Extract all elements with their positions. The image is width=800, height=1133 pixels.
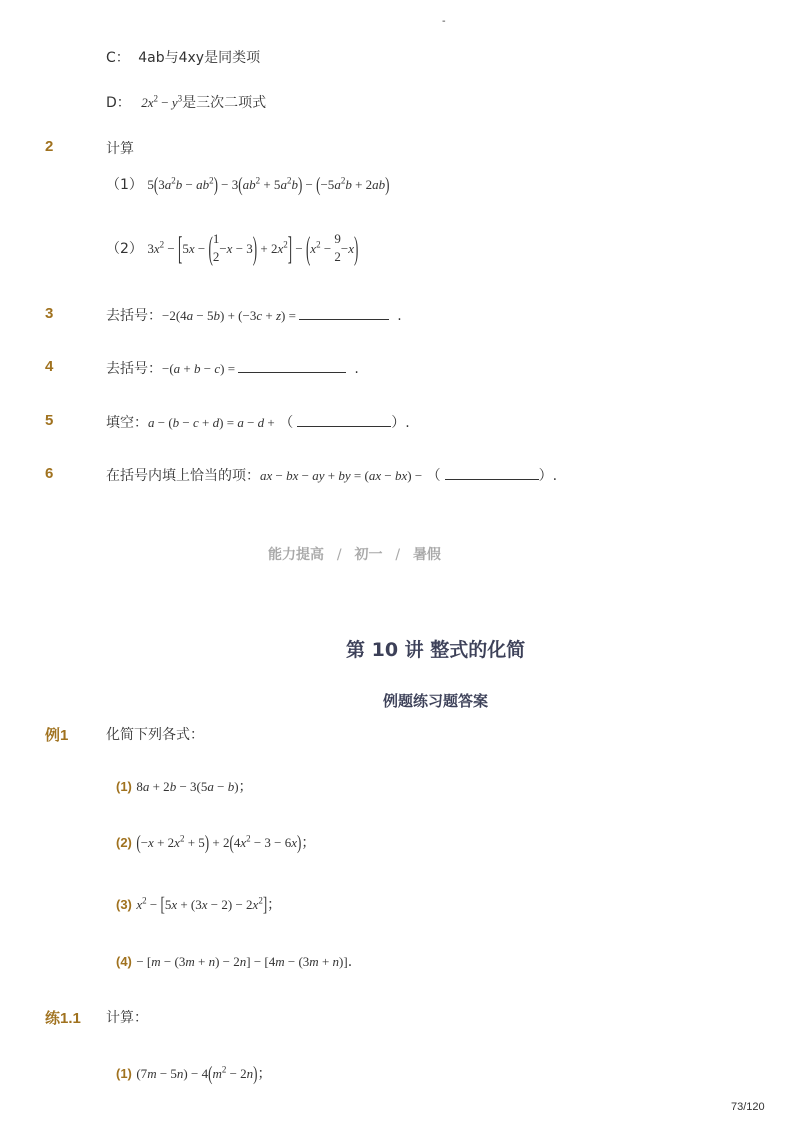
item-1-expression: 8a + 2b − 3(5a − b) — [136, 779, 239, 794]
breadcrumb-level: 能力提高 — [268, 547, 324, 563]
question-number-3: 3 — [45, 305, 54, 322]
breadcrumb-separator: / — [336, 547, 342, 563]
question-number-5: 5 — [45, 412, 54, 429]
answer-blank-3[interactable] — [299, 307, 389, 320]
question-2-label: 计算 — [106, 141, 134, 157]
question-3: 去括号：−2(4a − 5b) + (−3c + z) = . — [106, 308, 402, 324]
practice-item-1-label: (1) — [116, 1066, 132, 1081]
course-breadcrumb — [268, 544, 441, 564]
practice-item-1-expression: $(7m - 5n) - 4(m^2 - 2n)$ — [136, 1062, 258, 1085]
page-number: 73/120 — [731, 1101, 765, 1113]
example-1-text: 化简下列各式： — [106, 727, 204, 743]
nine-denominator: 2 — [334, 249, 341, 264]
lecture-title: 第 10 讲 整式的化简 — [346, 639, 526, 661]
part-2-label: （2） — [106, 240, 143, 257]
lecture-subtitle: 例题练习题答案 — [383, 692, 489, 710]
breadcrumb-separator: / — [395, 547, 401, 563]
option-c-label: C： — [106, 50, 130, 66]
option-d — [106, 92, 266, 112]
example-1-item-1: (1) 8a + 2b − 3(5a − b)； — [116, 779, 253, 795]
question-number-6: 6 — [45, 465, 54, 482]
example-1-item-2: (2) $(-x + 2x^2 + 5) + 2(4x^2 - 3 - 6x)$； — [116, 831, 316, 854]
question-5: 填空：a − (b − c + d) = a − d + （ ）. — [106, 415, 410, 431]
item-3-expression: $x^2 - [5x + (3x - 2) - 2x^2]$ — [136, 893, 268, 916]
item-4-label: (4) — [116, 954, 132, 969]
question-4: 去括号：−(a + b − c) = . — [106, 361, 359, 377]
nine-numerator: 9 — [334, 231, 341, 246]
question-number-2: 2 — [45, 138, 54, 155]
question-6-label: 在括号内填上恰当的项： — [106, 468, 260, 484]
example-1-item-3: (3) $x^2 - [5x + (3x - 2) - 2x^2]$； — [116, 893, 282, 916]
item-3-label: (3) — [116, 897, 132, 912]
question-number-4: 4 — [45, 358, 54, 375]
question-4-expression: −(a + b − c) = — [162, 361, 236, 376]
question-6-expression: ax − bx − ay + by = (ax − bx) − — [260, 468, 423, 483]
question-2-part-2 — [106, 212, 358, 268]
item-4-expression: − [m − (3m + n) − 2n] − [4m − (3m + n)] — [136, 954, 348, 969]
item-2-label: (2) — [116, 835, 132, 850]
question-5-expression: a − (b − c + d) = a − d + — [148, 415, 275, 430]
question-6: 在括号内填上恰当的项：ax − bx − ay + by = (ax − bx) − （ ）. — [106, 468, 558, 484]
answer-blank-6[interactable] — [445, 467, 539, 480]
option-c-text: 4ab与4xy是同类项 — [138, 50, 261, 66]
option-d-text: 是三次二项式 — [182, 95, 267, 111]
question-3-expression: −2(4a − 5b) + (−3c + z) = — [162, 308, 296, 323]
example-1-item-4: (4) − [m − (3m + n) − 2n] − [4m − (3m + n)]. — [116, 954, 353, 970]
practice-1-1-text: 计算： — [106, 1010, 148, 1026]
option-c — [106, 47, 260, 67]
breadcrumb-term: 暑假 — [412, 547, 441, 563]
item-1-label: (1) — [116, 779, 132, 794]
question-3-label: 去括号： — [106, 308, 162, 324]
question-2-part-1 — [106, 174, 390, 194]
practice-1-1-item-1: (1) $(7m - 5n) - 4(m^2 - 2n)$； — [116, 1062, 272, 1085]
option-d-expression: $2x^2 - y^3$ — [141, 93, 183, 110]
question-4-label: 去括号： — [106, 361, 162, 377]
part-1-label: （1） — [106, 177, 143, 193]
part-1-expression: $5(3a^2b - ab^2) - 3(ab^2 + 5a^2b) - (-5a^2b + 2ab)$ — [147, 173, 390, 196]
practice-1-1-label: 练1.1 — [45, 1010, 81, 1027]
option-d-label: D： — [106, 95, 131, 111]
answer-blank-4[interactable] — [238, 360, 346, 373]
header-mark: - — [442, 16, 446, 27]
question-5-label: 填空： — [106, 415, 148, 431]
answer-blank-5[interactable] — [297, 414, 391, 427]
part-2-expression: $3x^2 - [5x$ − ( 1 2 $-x - 3) + 2x^2] - (x^2$ − 9 2 −x) — [147, 228, 359, 267]
half-denominator: 2 — [212, 249, 220, 264]
example-1-label: 例1 — [45, 727, 69, 744]
item-2-expression: $(-x + 2x^2 + 5) + 2(4x^2 - 3 - 6x)$ — [136, 831, 302, 854]
breadcrumb-grade: 初一 — [354, 547, 383, 563]
half-numerator: 1 — [212, 231, 220, 246]
